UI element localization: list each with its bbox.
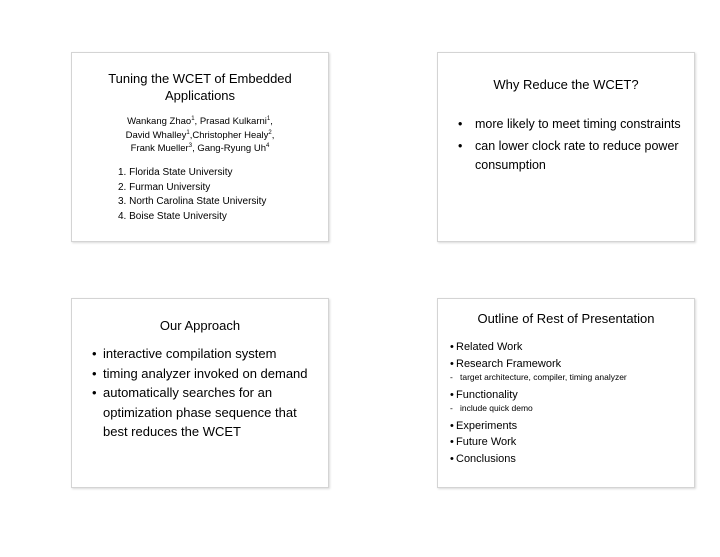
author-line-2: David Whalley$^1$,Christopher Healy$^2$,: [125, 129, 275, 141]
list-item: • more likely to meet timing constraints: [458, 115, 688, 134]
list-item: • Conclusions: [450, 451, 690, 468]
affiliation-item: 4. Boise State University: [118, 210, 227, 222]
bullet-icon: •: [92, 385, 97, 400]
slide-our-approach: [71, 298, 329, 488]
bullet-icon: •: [450, 436, 454, 448]
bullet-list: [450, 339, 690, 467]
slide-why-reduce: [437, 52, 695, 242]
slide-outline-heading: Outline of Rest of Presentation: [477, 311, 655, 326]
list-item: • Experiments: [450, 418, 690, 435]
bullet-list: [92, 344, 324, 442]
slide-our-approach-heading: Our Approach: [159, 318, 241, 333]
bullet-icon: •: [458, 139, 463, 153]
affiliation-item: 3. North Carolina State University: [118, 196, 267, 207]
bullet-icon: •: [92, 346, 97, 361]
bullet-list: [458, 115, 688, 178]
author-line-1: Wankang Zhao$^1$, Prasad Kulkarni$^1$,: [127, 115, 273, 127]
bullet-icon: •: [450, 341, 454, 353]
list-item: • interactive compilation system: [92, 344, 324, 364]
list-item: • Functionality: [450, 387, 690, 404]
affiliation-item: 1. Florida State University: [118, 167, 233, 178]
affiliation-item: 2. Furman University: [118, 181, 211, 193]
list-item: • Research Framework: [450, 356, 690, 373]
slide-title: [71, 52, 329, 242]
slide-outline: [437, 298, 695, 488]
author-line-3: Frank Mueller$^3$, Gang-Ryung Uh$^4$: [130, 142, 270, 154]
list-item: • Future Work: [450, 434, 690, 451]
slide-title-heading: Tuning the WCET of Embedded Applications: [108, 71, 292, 103]
bullet-icon: •: [450, 357, 454, 370]
bullet-icon: •: [92, 365, 97, 381]
list-item: • can lower clock rate to reduce power consumption: [458, 139, 679, 172]
dash-icon: -: [450, 372, 453, 382]
bullet-icon: •: [458, 117, 463, 131]
affiliation-list: [118, 166, 266, 224]
bullet-icon: •: [450, 452, 454, 465]
sub-list-item: - target architecture, compiler, timing analyzer: [450, 371, 690, 385]
list-item: • automatically searches for an optimization phase sequence that best reduces the WCET: [92, 385, 297, 439]
slide-why-reduce-heading: Why Reduce the WCET?: [493, 77, 639, 92]
bullet-icon: •: [450, 419, 454, 432]
dash-icon: -: [450, 403, 453, 413]
list-item: • timing analyzer invoked on demand: [92, 364, 324, 384]
list-item: • Related Work: [450, 339, 690, 356]
author-list: [72, 115, 328, 156]
bullet-icon: •: [450, 388, 454, 401]
sub-list-item: - include quick demo: [450, 402, 690, 416]
